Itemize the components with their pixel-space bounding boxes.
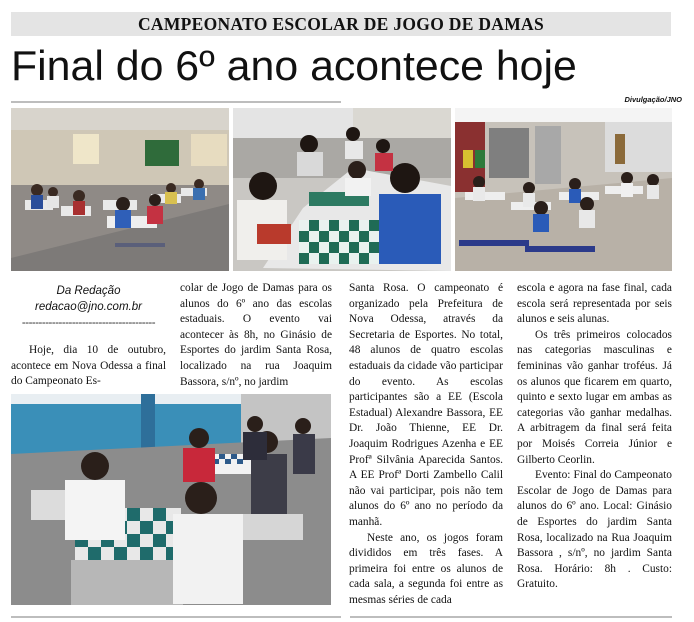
col3-paragraph-2: Neste ano, os jogos foram divididos em três fases. A primeira foi entre os alunos de cada sala, a segunda foi entre as mesmas séries de cada (349, 531, 503, 606)
column-2 (180, 281, 332, 390)
bottom-rule-left (11, 616, 341, 618)
col3-paragraph-1: Santa Rosa. O campeonato é organizado pela Prefeitura de Nova Odessa, através da Secretaria de Esportes. No total, 48 alunos de quatro escolas estaduais da cidade vão participar do evento. As escolas participantes são a EE (Escola Estadual) Alexandre Bassora, EE Dr. João Thienne, EE Dr. Joaquim Rodrigues Azenha e EE Profª Silvânia Aparecida Santos. A EE Profª Dorti Zambello Calil não vai participar, pois não tem alunos do 6º ano no período da manhã. (349, 282, 503, 528)
byline-separator: ---------------------------------------- (21, 317, 156, 329)
headline: Final do 6º ano acontece hoje (11, 42, 577, 89)
byline-email: redacao@jno.com.br (35, 301, 142, 313)
column-3 (349, 281, 503, 608)
section-kicker: CAMPEONATO ESCOLAR DE JOGO DE DAMAS (11, 12, 671, 36)
col2-paragraph: colar de Jogo de Damas para os alunos do 6º ano das escolas estaduais. O evento vai acontecer às 8h, no Ginásio de Esportes do jardim Santa Rosa, localizado na rua Joaquim Bassora, s/nº, no jardim (180, 282, 332, 388)
photo-classroom (11, 108, 229, 271)
byline (11, 283, 166, 331)
photo-girls-playing (11, 394, 331, 605)
column-1 (11, 343, 166, 390)
col4-paragraph-2: Os três primeiros colocados nas categorias masculinas e femininas vão ganhar troféus. Já os alunos que ficarem em quarto, quinto e sexto lugar em ambas as categorias vão ganhar medalhas. A arbitragem da final será feita por Moisés Correia Júnior e Gilberto Ceorlin. (517, 328, 672, 466)
byline-author: Da Redação (56, 285, 121, 297)
col4-paragraph-3: Evento: Final do Campeonato Escolar de Jogo de Damas para alunos do 6º ano. Local: Ginásio de Esportes do jardim Santa Rosa, localizado na Rua Joaquim Bassora , s/nº, no jardim Santa Rosa. Horário: 8h . Custo: Gratuito. (517, 469, 672, 591)
photo-boys-playing (233, 108, 451, 271)
top-rule (11, 101, 341, 103)
photo-credit: Divulgação/JNO (624, 95, 682, 104)
bottom-rule-right (350, 616, 672, 618)
column-4 (517, 281, 672, 593)
photo-courtyard (455, 108, 672, 271)
col1-lead-paragraph: Hoje, dia 10 de outubro, acontece em Nova Odessa a final do Campeonato Es- (11, 344, 166, 388)
col4-paragraph-1: escola e agora na fase final, cada escola será representada por seis alunos e seis alunas. (517, 282, 672, 326)
